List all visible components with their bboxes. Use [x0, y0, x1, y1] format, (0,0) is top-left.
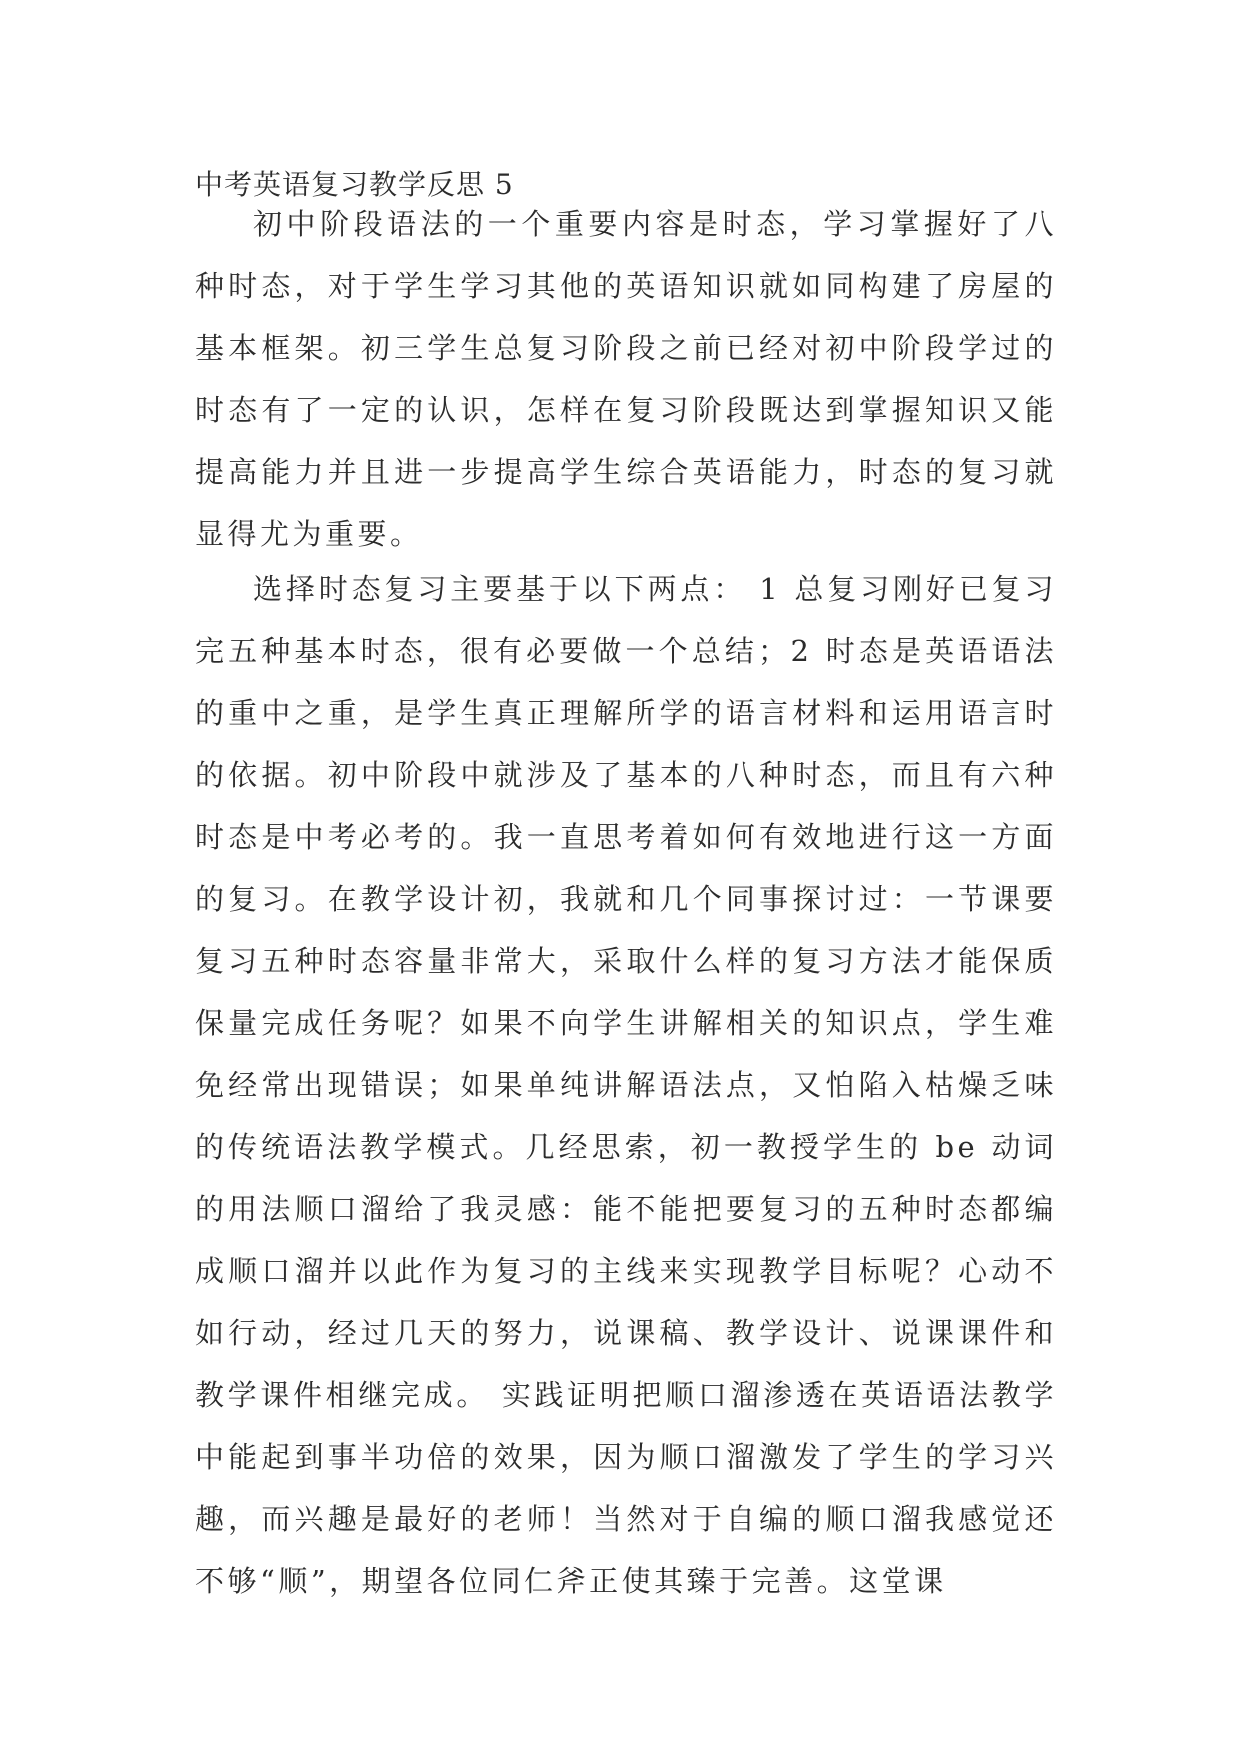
- paragraph-1: 初中阶段语法的一个重要内容是时态，学习掌握好了八种时态，对于学生学习其他的英语知识就如同构建了房屋的基本框架。初三学生总复习阶段之前已经对初中阶段学过的时态有了一定的认识，怎样在复习阶段既达到掌握知识又能提高能力并且进一步提高学生综合英语能力，时态的复习就显得尤为重要。: [195, 207, 1057, 551]
- paragraph-2: 选择时态复习主要基于以下两点： 1 总复习刚好已复习完五种基本时态，很有必要做一个总结；2 时态是英语语法的重中之重，是学生真正理解所学的语言材料和运用语言时的依据。初中阶段中就涉及了基本的八种时态，而且有六种时态是中考必考的。我一直思考着如何有效地进行这一方面的复习。在教学设计初，我就和几个同事探讨过：一节课要复习五种时态容量非常大，采取什么样的复习方法才能保质保量完成任务呢？如果不向学生讲解相关的知识点，学生难免经常出现错误；如果单纯讲解语法点，又怕陷入枯燥乏味的传统语法教学模式。几经思索，初一教授学生的 be 动词的用法顺口溜给了我灵感：能不能把要复习的五种时态都编成顺口溜并以此作为复习的主线来实现教学目标呢？心动不如行动，经过几天的努力，说课稿、教学设计、说课课件和教学课件相继完成。 实践证明把顺口溜渗透在英语语法教学中能起到事半功倍的效果，因为顺口溜激发了学生的学习兴趣，而兴趣是最好的老师！当然对于自编的顺口溜我感觉还不够“顺”，期望各位同仁斧正使其臻于完善。这堂课: [195, 572, 1057, 1598]
- document-title: 中考英语复习教学反思 5: [195, 168, 514, 201]
